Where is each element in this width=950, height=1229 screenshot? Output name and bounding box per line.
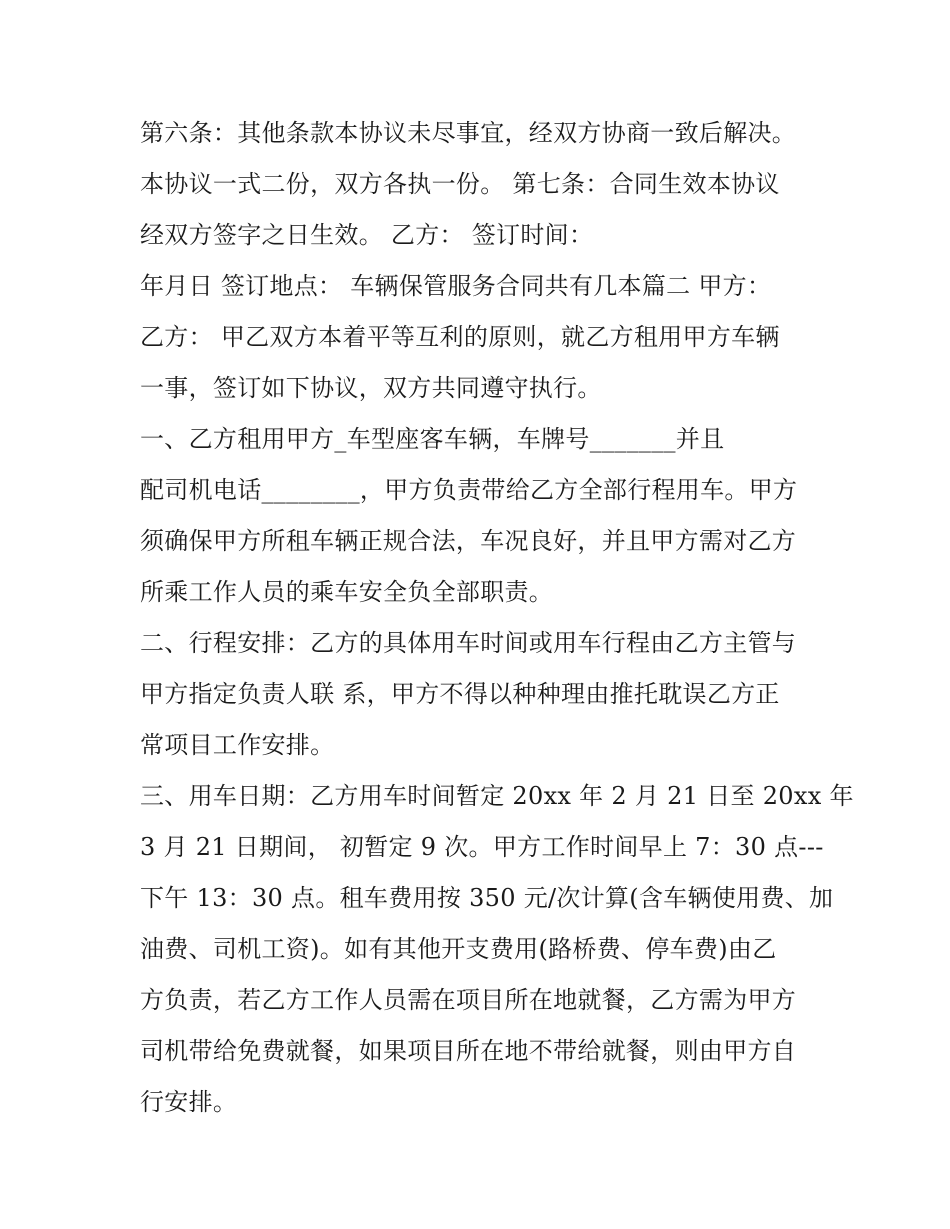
text-line: 司机带给免费就餐，如果项目所在地不带给就餐，则由甲方自 [140,1037,797,1065]
text-line: 第六条：其他条款本协议未尽事宜，经双方协商一致后解决。 [140,119,797,147]
text-line: 油费、司机工资)。如有其他开支费用(路桥费、停车费)由乙 [140,935,777,963]
text-line: 须确保甲方所租车辆正规合法，车况良好，并且甲方需对乙方 [140,527,797,555]
text-line: 经双方签字之日生效。 乙方： 签订时间： [140,221,594,249]
text-line: 所乘工作人员的乘车安全负全部职责。 [140,578,554,606]
text-line: 方负责，若乙方工作人员需在项目所在地就餐，乙方需为甲方 [140,986,797,1014]
text-line: 甲方指定负责人联 系，甲方不得以种种理由推托耽误乙方正 [140,680,780,708]
text-line: 一事，签订如下协议，双方共同遵守执行。 [140,374,602,402]
text-line: 一、乙方租用甲方_车型座客车辆，车牌号_______并且 [140,425,725,453]
text-line: 年月日 签订地点： 车辆保管服务合同共有几本篇二 甲方： [140,272,772,300]
document-body [140,108,854,1128]
text-line: 二、行程安排：乙方的具体用车时间或用车行程由乙方主管与 [140,629,797,657]
text-line: 下午 13：30 点。租车费用按 350 元/次计算(含车辆使用费、加 [140,884,834,912]
text-line: 三、用车日期：乙方用车时间暂定 20xx 年 2 月 21 日至 20xx 年 [140,782,854,810]
text-line: 常项目工作安排。 [140,731,335,759]
text-line: 本协议一式二份，双方各执一份。 第七条：合同生效本协议 [140,170,780,198]
text-line: 行安排。 [140,1088,238,1116]
text-line: 乙方： 甲乙双方本着平等互利的原则，就乙方租用甲方车辆 [140,323,780,351]
text-line: 3 月 21 日期间， 初暂定 9 次。甲方工作时间早上 7：30 点--- [140,833,824,861]
text-line: 配司机电话________，甲方负责带给乙方全部行程用车。甲方 [140,476,798,504]
